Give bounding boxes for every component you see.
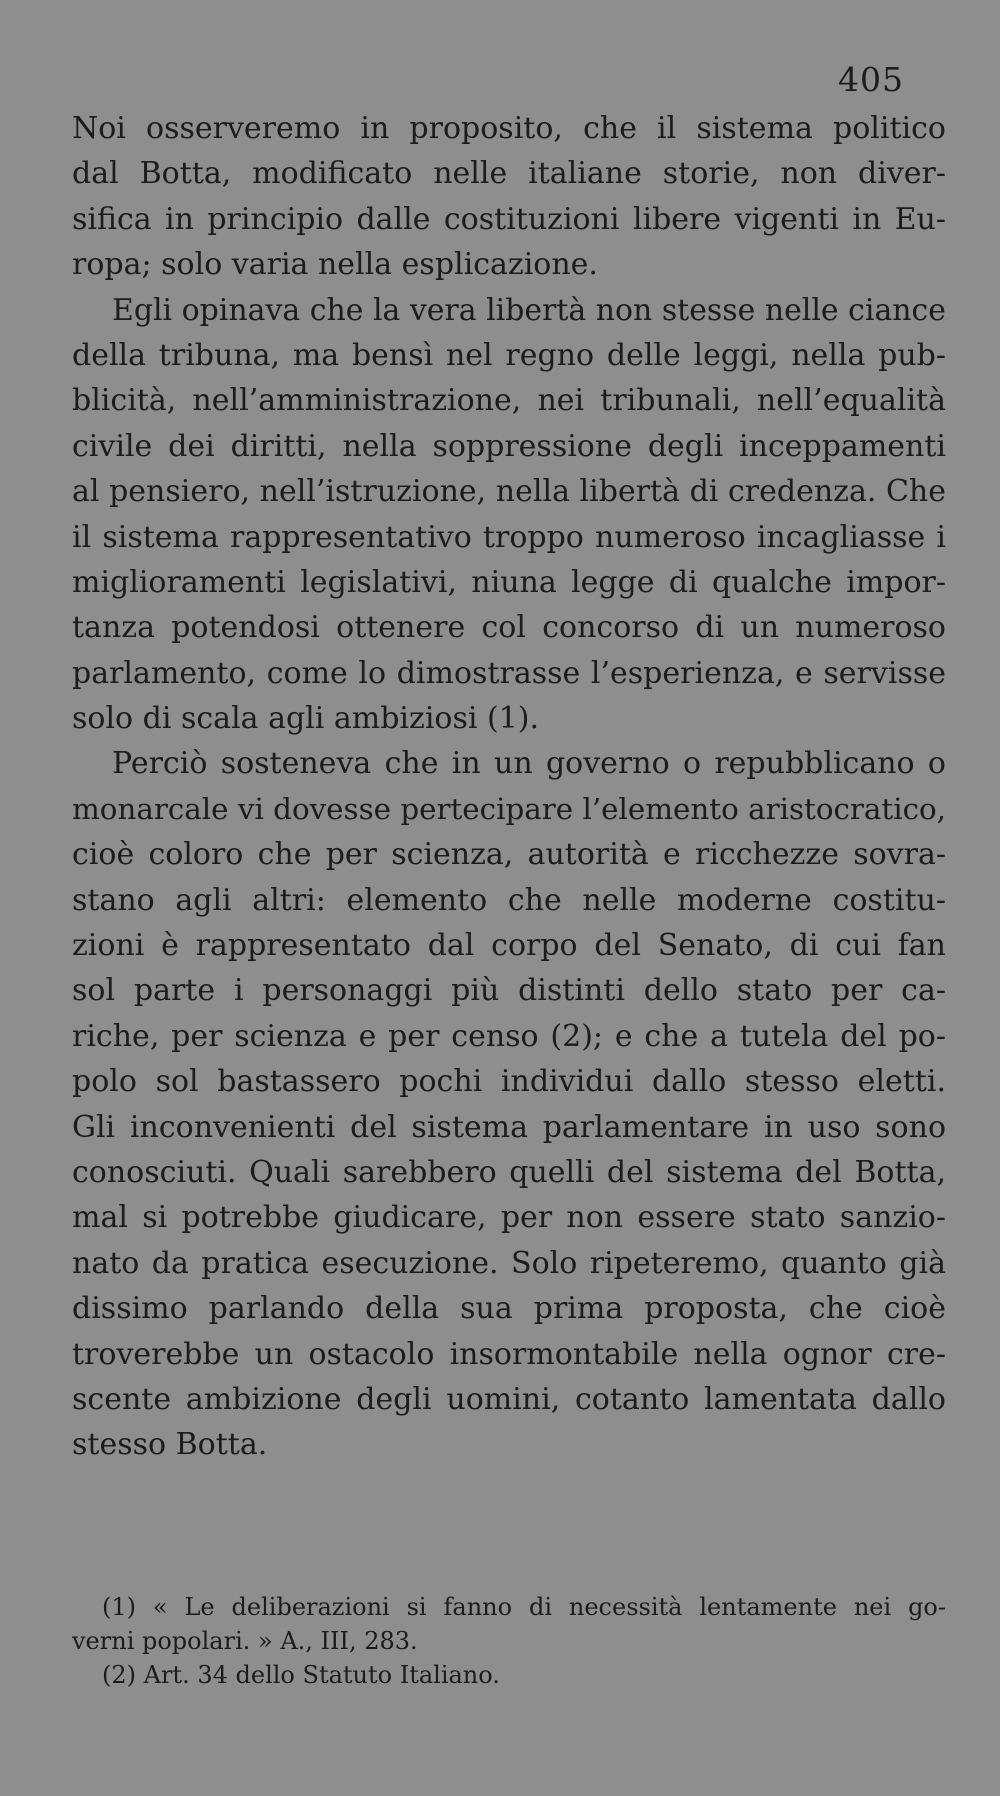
text-line: cioè coloro che per scienza, autorità e ricchezze sovra-: [72, 837, 946, 873]
text-line: ropa; solo varia nella esplicazione.: [72, 247, 598, 283]
footnote-2: (2) Art. 34 dello Statuto Italiano.: [102, 1661, 500, 1689]
text-line: Gli inconvenienti del sistema parlamentare in uso sono: [72, 1109, 946, 1145]
page-number: 405: [838, 60, 904, 99]
text-line: conosciuti. Quali sarebbero quelli del sistema del Botta,: [72, 1154, 946, 1190]
text-line: miglioramenti legislativi, niuna legge di qualche impor-: [72, 564, 946, 600]
text-line: stesso Botta.: [72, 1427, 268, 1463]
text-line: stano agli altri: elemento che nelle moderne costitu-: [72, 882, 946, 918]
text-line: Perciò sosteneva che in un governo o repubblicano o: [112, 746, 946, 782]
text-line: Egli opinava che la vera libertà non stesse nelle ciance: [112, 292, 946, 328]
text-line: nato da pratica esecuzione. Solo ripeteremo, quanto già: [72, 1245, 946, 1281]
text-line: Noi osserveremo in proposito, che il sistema politico: [72, 111, 946, 146]
text-line: polo sol bastassero pochi individui dallo stesso eletti.: [72, 1064, 946, 1100]
footnotes: [72, 1590, 946, 1692]
text-line: sifica in principio dalle costituzioni libere vigenti in Eu-: [72, 201, 946, 237]
text-line: solo di scala agli ambiziosi (1).: [72, 701, 540, 737]
text-line: parlamento, come lo dimostrasse l’esperienza, e servisse: [72, 655, 946, 691]
text-line: scente ambizione degli uomini, cotanto lamentata dallo: [72, 1381, 946, 1417]
text-line: troverebbe un ostacolo insormontabile nella ognor cre-: [72, 1336, 946, 1372]
text-line: zioni è rappresentato dal corpo del Senato, di cui fan: [72, 928, 946, 964]
text-line: sol parte i personaggi più distinti dello stato per ca-: [72, 973, 946, 1009]
text-line: dissimo parlando della sua prima proposta, che cioè: [72, 1291, 946, 1327]
footnote-1-line-1: (1) « Le deliberazioni si fanno di necessità lentamente nei go-: [102, 1593, 946, 1621]
text-line: mal si potrebbe giudicare, per non essere stato sanzio-: [72, 1200, 946, 1236]
text-line: civile dei diritti, nella soppressione degli inceppamenti: [72, 428, 946, 464]
text-line: il sistema rappresentativo troppo numeroso incagliasse i: [72, 519, 946, 555]
text-line: riche, per scienza e per censo (2); e che a tutela del po-: [72, 1018, 946, 1054]
text-line: monarcale vi dovesse pertecipare l’elemento aristocratico,: [72, 791, 946, 826]
text-line: della tribuna, ma bensì nel regno delle leggi, nella pub-: [72, 337, 946, 373]
text-line: blicità, nell’amministrazione, nei tribunali, nell’equalità: [72, 383, 946, 419]
body-text: [72, 106, 946, 1468]
text-line: tanza potendosi ottenere col concorso di un numeroso: [72, 610, 946, 646]
text-line: dal Botta, modificato nelle italiane storie, non diver-: [72, 156, 946, 192]
text-line: al pensiero, nell’istruzione, nella libertà di credenza. Che: [72, 474, 946, 510]
footnote-1-line-2: verni popolari. » A., III, 283.: [72, 1627, 418, 1655]
